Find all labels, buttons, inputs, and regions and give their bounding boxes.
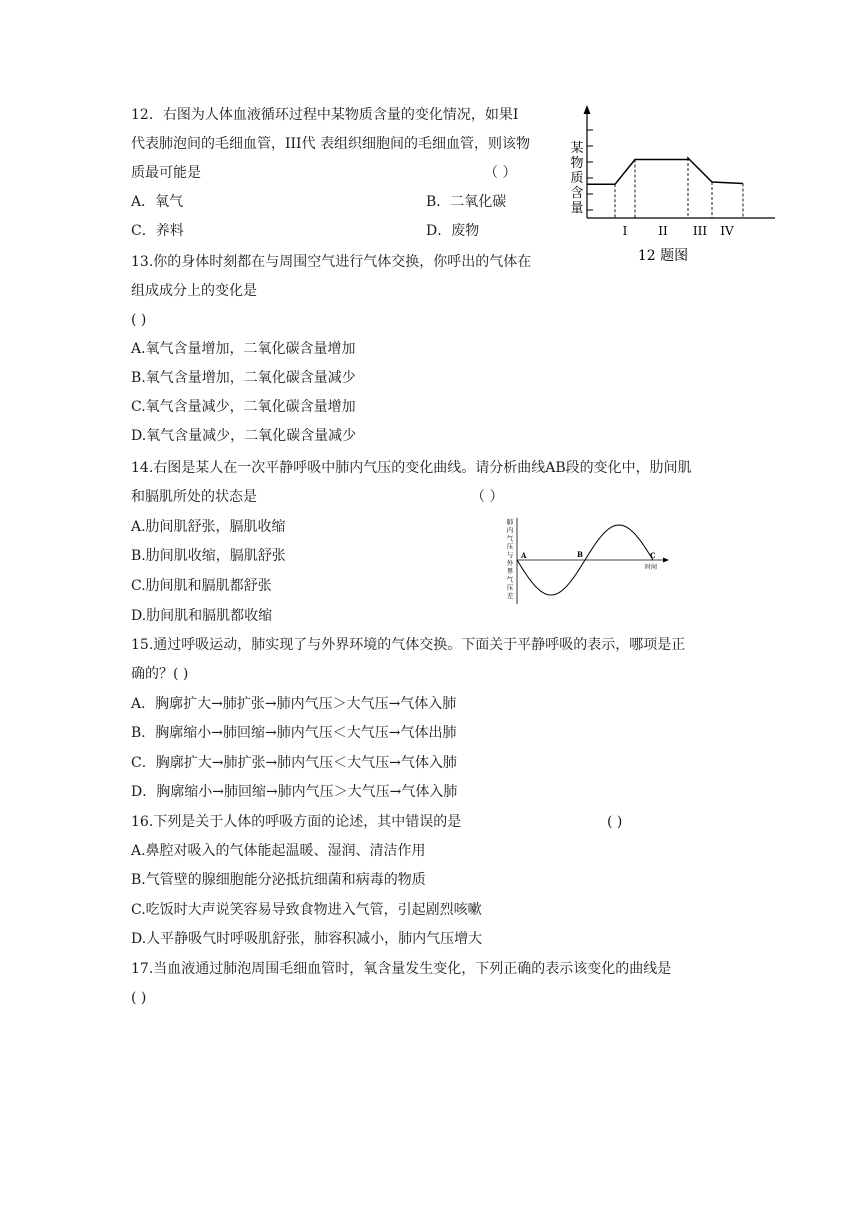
q14-y-label-char: 肺 bbox=[506, 518, 514, 526]
q15-option-d: D．胸廓缩小→肺回缩→肺内气压＞大气压→气体入肺 bbox=[131, 784, 458, 800]
q14-option-a: A.肋间肌舒张，膈肌收缩 bbox=[131, 519, 286, 535]
q17-stem-line1: 17.当血液通过肺泡周围毛细血管时，氧含量发生变化，下列正确的表示该变化的曲线是 bbox=[131, 961, 672, 977]
q12-option-c: C．养料 bbox=[131, 223, 184, 239]
q14-y-label-char: 内 bbox=[506, 526, 514, 535]
q15-stem-line2: 确的？( ) bbox=[131, 666, 189, 682]
q14-point-b: B bbox=[577, 550, 583, 559]
q14-point-a: A bbox=[521, 551, 527, 560]
q12-y-arrow bbox=[584, 105, 591, 114]
q14-point-c: C bbox=[650, 551, 656, 560]
q16-option-d: D.人平静吸气时呼吸肌舒张，肺容积减小，肺内气压增大 bbox=[131, 931, 483, 947]
q13-option-b: B.氧气含量增加，二氧化碳含量减少 bbox=[131, 370, 356, 386]
q12-y-label-char: 物 bbox=[570, 156, 584, 171]
q14-figure bbox=[505, 516, 675, 606]
q12-segment-label: I bbox=[622, 224, 628, 238]
q12-option-a: A．氧气 bbox=[131, 194, 184, 210]
q14-stem-line2: 和膈肌所处的状态是 bbox=[131, 489, 257, 505]
q12-option-d: D．废物 bbox=[426, 223, 480, 239]
q12-segment-dividers bbox=[615, 158, 743, 218]
q15-stem-line1: 15.通过呼吸运动，肺实现了与外界环境的气体交换。下面关于平静呼吸的表示，哪项是正 bbox=[131, 637, 686, 653]
q14-option-c: C.肋间肌和膈肌都舒张 bbox=[131, 578, 272, 594]
q12-answer-blank: （ ） bbox=[484, 165, 517, 181]
q15-option-a: A．胸廓扩大→肺扩张→肺内气压＞大气压→气体入肺 bbox=[131, 696, 457, 712]
q16-option-c: C.吃饭时大声说笑容易导致食物进入气管，引起剧烈咳嗽 bbox=[131, 902, 482, 918]
q16-option-b: B.气管壁的腺细胞能分泌抵抗细菌和病毒的物质 bbox=[131, 872, 426, 888]
q12-figure bbox=[565, 100, 785, 270]
q13-option-d: D.氧气含量减少，二氧化碳含量减少 bbox=[131, 428, 357, 444]
q13-answer-blank: ( ) bbox=[131, 312, 147, 328]
q12-y-label-char: 含 bbox=[570, 186, 584, 201]
q14-y-label-char: 压 bbox=[506, 583, 514, 592]
q12-segment-labels bbox=[623, 224, 734, 238]
q14-y-label-char: 气 bbox=[506, 534, 514, 543]
q12-segment-label: III bbox=[692, 224, 708, 238]
q15-option-b: B．胸廓缩小→肺回缩→肺内气压＜大气压→气体出肺 bbox=[131, 725, 457, 741]
q12-figure-y-label bbox=[570, 141, 583, 216]
q14-figure-y-label bbox=[507, 517, 514, 600]
q16-option-a: A.鼻腔对吸入的气体能起温暖、湿润、清洁作用 bbox=[131, 843, 426, 859]
q14-y-label-char: 界 bbox=[506, 567, 514, 576]
q14-y-label-char: 外 bbox=[506, 559, 514, 567]
q14-y-label-char: 气 bbox=[506, 575, 514, 584]
q12-figure-caption: 12 题图 bbox=[637, 248, 689, 264]
q17-answer-blank: ( ) bbox=[131, 990, 147, 1006]
q14-option-d: D.肋间肌和膈肌都收缩 bbox=[131, 608, 273, 624]
q13-stem-line1: 13.你的身体时刻都在与周围空气进行气体交换，你呼出的气体在 bbox=[131, 254, 532, 270]
q14-stem-line1: 14.右图是某人在一次平静呼吸中肺内气压的变化曲线。请分析曲线AB段的变化中，肋间肌 bbox=[131, 460, 692, 476]
q16-answer-blank: ( ) bbox=[607, 814, 623, 830]
q12-y-ticks bbox=[587, 130, 593, 210]
q14-option-b: B.肋间肌收缩，膈肌舒张 bbox=[131, 548, 286, 564]
q14-y-label-char: 与 bbox=[506, 550, 514, 559]
q12-option-b: B．二氧化碳 bbox=[426, 194, 507, 210]
q12-y-label-char: 某 bbox=[570, 141, 584, 156]
q14-x-arrow bbox=[663, 558, 669, 563]
q13-option-a: A.氧气含量增加，二氧化碳含量增加 bbox=[131, 341, 356, 357]
q14-y-label-char: 差 bbox=[506, 591, 514, 600]
q12-content-curve bbox=[587, 158, 743, 184]
q14-x-label: 时间 bbox=[645, 564, 658, 571]
q12-y-label-char: 量 bbox=[570, 201, 584, 216]
q14-answer-blank: （ ） bbox=[471, 489, 504, 505]
q16-stem-line1: 16.下列是关于人体的呼吸方面的论述，其中错误的是 bbox=[131, 814, 462, 830]
q12-stem-line3: 质最可能是 bbox=[131, 165, 201, 181]
q12-y-label-char: 质 bbox=[570, 171, 584, 186]
q12-segment-label: IV bbox=[720, 224, 734, 238]
q12-stem-line1: 12．右图为人体血液循环过程中某物质含量的变化情况，如果I bbox=[131, 107, 519, 123]
q15-option-c: C．胸廓扩大→肺扩张→肺内气压＜大气压→气体入肺 bbox=[131, 755, 457, 771]
q12-stem-line2: 代表肺泡间的毛细血管，III代 表组织细胞间的毛细血管，则该物 bbox=[131, 136, 531, 152]
q14-y-label-char: 压 bbox=[506, 542, 514, 551]
q13-option-c: C.氧气含量减少，二氧化碳含量增加 bbox=[131, 399, 356, 415]
q12-segment-label: II bbox=[658, 224, 668, 238]
q13-stem-line2: 组成成分上的变化是 bbox=[131, 283, 257, 299]
